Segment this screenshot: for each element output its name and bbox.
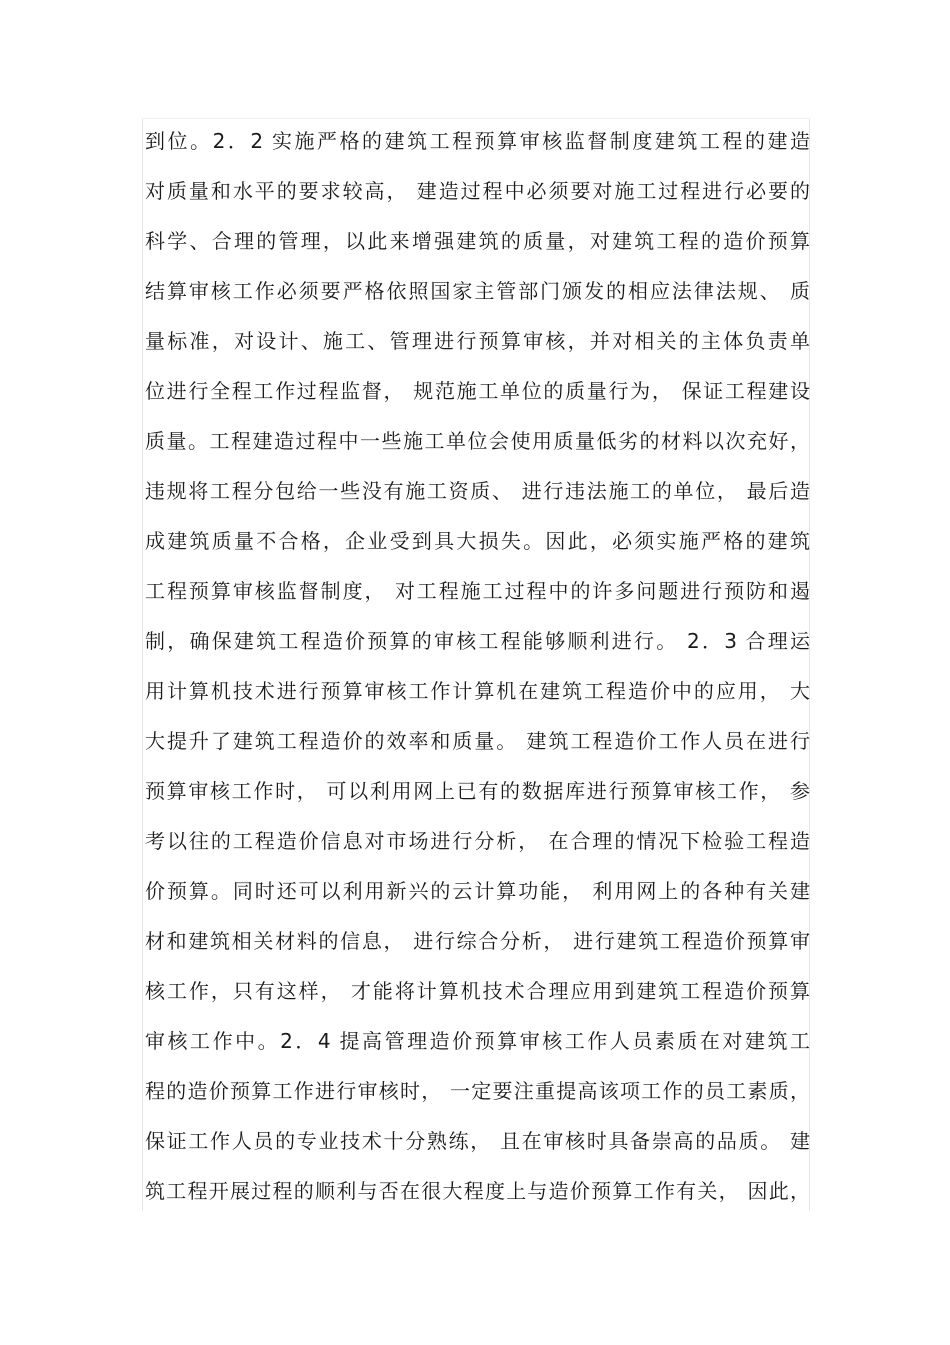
text-line-7: 质量。工程建造过程中一些施工单位会使用质量低劣的材料以次充好，	[145, 429, 810, 453]
text-line-10: 工程预算审核监督制度， 对工程施工过程中的许多问题进行预防和遏	[145, 579, 810, 603]
text-line-1: 到位。2．2 实施严格的建筑工程预算审核监督制度建筑工程的建造	[145, 129, 810, 153]
text-line-17: 材和建筑相关材料的信息， 进行综合分析， 进行建筑工程造价预算审	[145, 929, 810, 953]
text-line-16: 价预算。同时还可以利用新兴的云计算功能， 利用网上的各种有关建	[145, 879, 810, 903]
text-line-4: 结算审核工作必须要严格依照国家主管部门颁发的相应法律法规、 质	[145, 279, 810, 303]
text-line-6: 位进行全程工作过程监督， 规范施工单位的质量行为， 保证工程建设	[145, 379, 810, 403]
text-line-11: 制，确保建筑工程造价预算的审核工程能够顺利进行。 2．3 合理运	[145, 629, 810, 653]
text-line-9: 成建筑质量不合格，企业受到具大损失。因此，必须实施严格的建筑	[145, 529, 810, 553]
text-line-22: 筑工程开展过程的顺利与否在很大程度上与造价预算工作有关， 因此，	[145, 1179, 810, 1203]
text-line-20: 程的造价预算工作进行审核时， 一定要注重提高该项工作的员工素质，	[145, 1079, 810, 1103]
text-line-18: 核工作，只有这样， 才能将计算机技术合理应用到建筑工程造价预算	[145, 979, 810, 1003]
text-line-3: 科学、合理的管理，以此来增强建筑的质量，对建筑工程的造价预算	[145, 229, 810, 253]
text-line-12: 用计算机技术进行预算审核工作计算机在建筑工程造价中的应用， 大	[145, 679, 810, 703]
text-line-14: 预算审核工作时， 可以利用网上已有的数据库进行预算审核工作， 参	[145, 779, 810, 803]
text-line-2: 对质量和水平的要求较高， 建造过程中必须要对施工过程进行必要的	[145, 179, 810, 203]
text-line-8: 违规将工程分包给一些没有施工资质、 进行违法施工的单位， 最后造	[145, 479, 810, 503]
text-line-5: 量标准，对设计、施工、管理进行预算审核，并对相关的主体负责单	[145, 329, 810, 353]
text-line-15: 考以往的工程造价信息对市场进行分析， 在合理的情况下检验工程造	[145, 829, 810, 853]
text-line-19: 审核工作中。2．4 提高管理造价预算审核工作人员素质在对建筑工	[145, 1029, 810, 1053]
text-line-13: 大提升了建筑工程造价的效率和质量。 建筑工程造价工作人员在进行	[145, 729, 810, 753]
text-line-21: 保证工作人员的专业技术十分熟练， 且在审核时具备崇高的品质。 建	[145, 1129, 810, 1153]
